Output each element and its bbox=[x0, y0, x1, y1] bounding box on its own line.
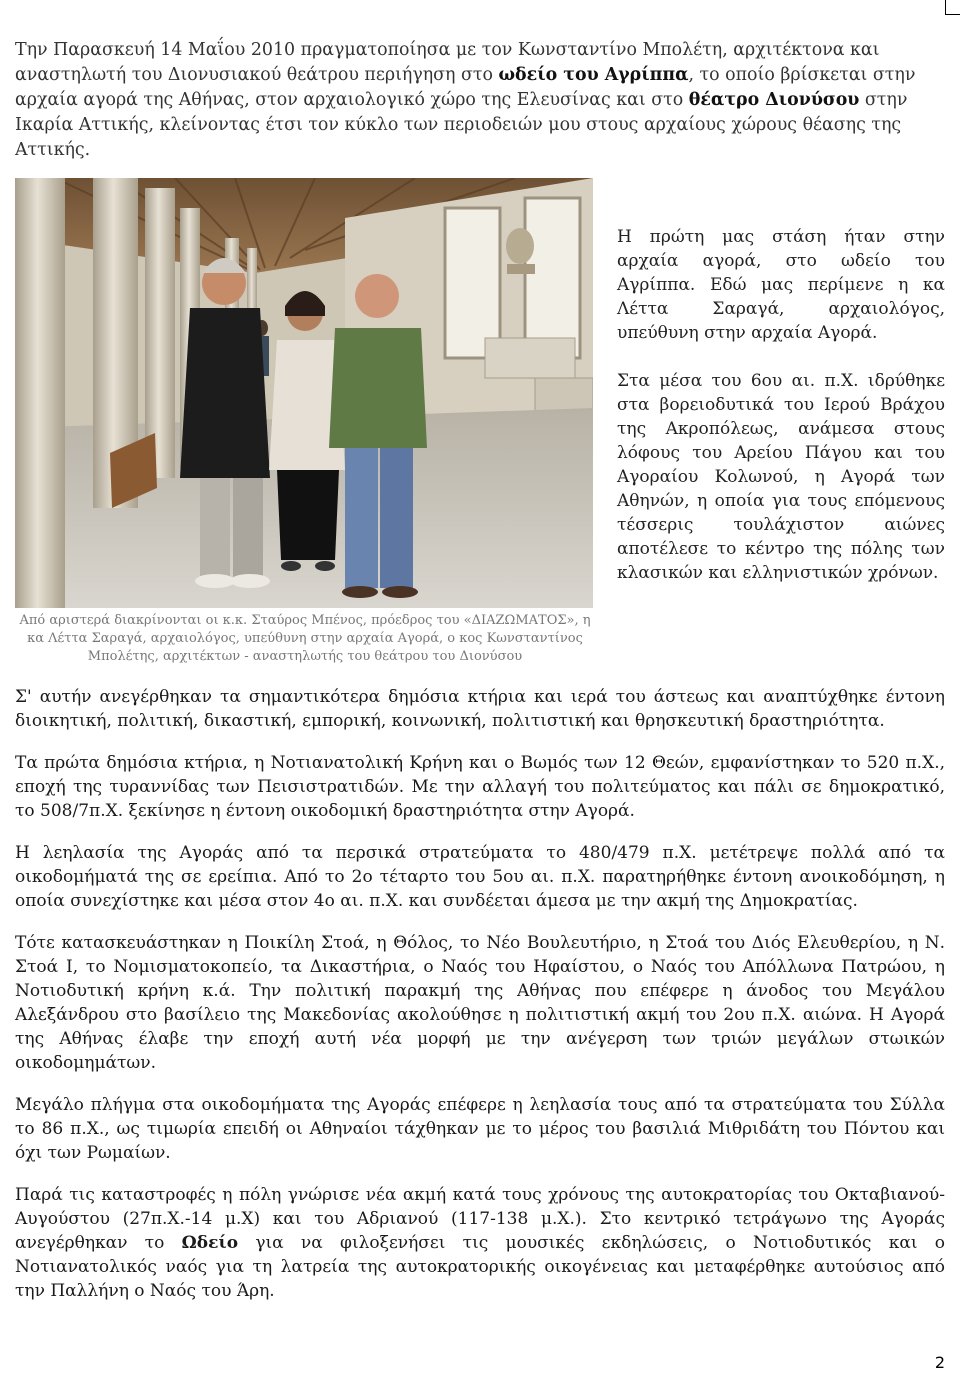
bold-odeion: Ωδείο bbox=[181, 1233, 239, 1253]
bold-theatre-dionysos: θέατρο Διονύσου bbox=[688, 90, 860, 110]
side-paragraph: Στα μέσα του 6ου αι. π.Χ. ιδρύθηκε στα βορειοδυτικά του Ιερού Βράχου της Ακροπόλεως, ανάμεσα στους λόφους του Αρείου Πάγου και του Αγοραίου Κολωνού, η Αγορά των Αθηνών, η οποία για τους επόμενους τέσσερις τουλάχιστον αιώνες αποτέλεσε το κέντρο της πόλης των κλασικών και ελληνιστικών χρόνων. bbox=[617, 371, 945, 583]
body-paragraph: Η λεηλασία της Αγοράς από τα περσικά στρατεύματα το 480/479 π.Χ. μετέτρεψε πολλά από τα οικοδομήματά της σε ερείπια. Από το 2ο τέταρτο του 5ου αι. π.Χ. παρατηρήθηκε έντονη ανοικοδόμηση, η οποία συνεχίστηκε και μέσα στον 4ο αι. π.Χ. και συνδέεται άμεσα με την ακμή της Δημοκρατίας. bbox=[15, 843, 945, 911]
body-paragraph: Τότε κατασκευάστηκαν η Ποικίλη Στοά, η Θόλος, το Νέο Βουλευτήριο, η Στοά του Διός Ελευθερίου, η Ν. Στοά Ι, το Νομισματοκοπείο, τα Δικαστήρια, ο Ναός του Ηφαίστου, ο Ναός του Απόλλωνα Πατρώου, η Νοτιοδυτική κρήνη κ.ά. Την πολιτική παρακμή της Αθήνας που επέφερε η άνοδος του Μεγάλου Αλεξάνδρου στο βασίλειο της Μακεδονίας ακολούθησε η πολιτιστική ακμή του 2ου π.Χ. αιώνα. Η Αγορά της Αθήνας έλαβε την εποχή αυτή νέα μορφή με την ανέγερση των τριών μεγάλων στωικών οικοδομημάτων. bbox=[15, 933, 945, 1073]
group-photo bbox=[15, 178, 593, 608]
page-number: 2 bbox=[934, 1353, 945, 1372]
body-paragraph: Παρά τις καταστροφές η πόλη γνώρισε νέα ακμή κατά τους χρόνους της αυτοκρατορίας του Οκταβιανού-Αυγούστου (27π.Χ.-14 μ.Χ) και του Αδριανού (117-138 μ.Χ.). Στο κεντρικό τετράγωνο της Αγοράς ανεγέρθηκαν το Ωδείο για να φιλοξενήσει τις μουσικές εκδηλώσεις, ο Νοτιοδυτικός και ο Νοτιανατολικός ναός για τη λατρεία της αυτοκρατορικής οικογένειας και μεταφέρθηκε αυτούσιος από την Παλλήνη ο Ναός του Άρη. bbox=[15, 1185, 946, 1301]
side-paragraph: Η πρώτη μας στάση ήταν στην αρχαία αγορά, στο ωδείο του Αγρίππα. Εδώ μας περίμενε η κα Λέττα Σαραγά, αρχαιολόγος, υπεύθυνη στην αρχαία Αγορά. bbox=[617, 227, 945, 343]
intro-paragraph: Την Παρασκευή 14 Μαΐου 2010 πραγματοποίησα με τον Κωνσταντίνο Μπολέτη, αρχιτέκτονα και αναστηλωτή του Διονυσιακού θεάτρου περιήγηση στο ωδείο του Αγρίππα, το οποίο βρίσκεται στην αρχαία αγορά της Αθήνας, στον αρχαιολογικό χώρο της Ελευσίνας και στο θέατρο Διονύσου στην Ικαρία Αττικής, κλείνοντας έτσι τον κύκλο των περιοδειών μου στους αρχαίους χώρους θέασης της Αττικής. bbox=[15, 40, 916, 160]
body-paragraph: Σ' αυτήν ανεγέρθηκαν τα σημαντικότερα δημόσια κτήρια και ιερά του άστεως και αναπτύχθηκε έντονη διοικητική, πολιτική, δικαστική, εμπορική, κοινωνική, πολιτιστική και θρησκευτική δραστηριότητα. bbox=[15, 687, 945, 731]
bold-odeion-agrippa: ωδείο του Αγρίππα bbox=[498, 65, 689, 85]
body-paragraph: Μεγάλο πλήγμα στα οικοδομήματα της Αγοράς επέφερε η λεηλασία τους από τα στρατεύματα του Σύλλα το 86 π.Χ., ως τιμωρία επειδή οι Αθηναίοι τάχθηκαν με το μέρος του βασιλιά Μιθριδάτη του Πόντου και όχι των Ρωμαίων. bbox=[15, 1095, 945, 1163]
body-paragraph: Τα πρώτα δημόσια κτήρια, η Νοτιανατολική Κρήνη και ο Βωμός των 12 Θεών, εμφανίστηκαν το 520 π.Χ., εποχή της τυραννίδας των Πεισιστρατιδών. Με την αλλαγή του πολιτεύματος και πάλι σε δημοκρατικό, το 508/7π.Χ. ξεκίνησε η έντονη οικοδομική δραστηριότητα στην Αγορά. bbox=[15, 753, 945, 821]
page-corner-mark bbox=[945, 0, 960, 15]
photo-caption: Από αριστερά διακρίνονται οι κ.κ. Σταύρος Μπένος, πρόεδρος του «ΔΙΑΖΩΜΑΤΟΣ», η κα Λέττα Σαραγά, αρχαιολόγος, υπεύθυνη στην αρχαία Αγορά, ο κος Κωνσταντίνος Μπολέτης, αρχιτέκτων - αναστηλωτής του θεάτρου του Διονύσου bbox=[19, 613, 591, 664]
photo-side-text bbox=[617, 225, 945, 609]
article-body bbox=[15, 685, 945, 1321]
